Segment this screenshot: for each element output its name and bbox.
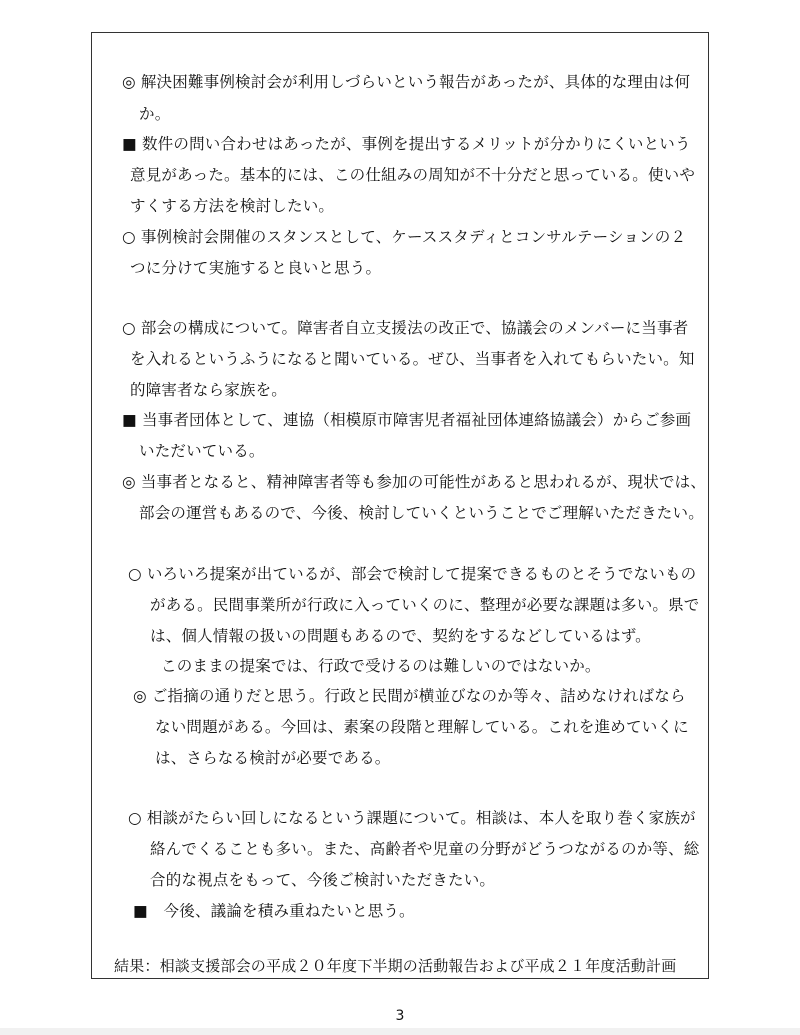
block-5-line-1: 部会の運営もあるので、今後、検討していくということでご理解いただきたい。 [139,504,704,522]
block-3-line-0: ○ 部会の構成について。障害者自立支援法の改正で、協議会のメンバーに当事者 [122,319,689,337]
block-7-line-0: ◎ ご指摘の通りだと思う。行政と民間が横並びなのか等々、詰めなければなら [133,687,686,705]
block-4-line-1: いただいている。 [139,442,265,460]
block-3-line-1: を入れるというふうになると聞いている。ぜひ、当事者を入れてもらいたい。知 [130,350,695,368]
block-6-line-2: は、個人情報の扱いの問題もあるので、契約をするなどしているはず。 [150,627,651,645]
block-8-line-0: ○ 相談がたらい回しになるという課題について。相談は、本人を取り巻く家族が [128,809,696,827]
block-1-line-0: ■ 数件の問い合わせはあったが、事例を提出するメリットが分かりにくいという [122,135,691,153]
page-number: 3 [395,1008,405,1024]
block-3-line-2: 的障害者なら家族を。 [130,381,288,399]
block-8-line-2: 合的な視点をもって、今後ご検討いただきたい。 [150,871,496,889]
block-1-line-2: すくする方法を検討したい。 [130,197,335,215]
block-4-line-0: ■ 当事者団体として、連協（相模原市障害児者福祉団体連絡協議会）からご参画 [122,411,692,429]
block-7-line-1: ない問題がある。今回は、素案の段階と理解している。これを進めていくに [155,718,689,736]
block-0-line-1: か。 [139,105,171,123]
block-6-line-3: このままの提案では、行政で受けるのは難しいのではないか。 [161,657,601,675]
block-1-line-1: 意見があった。基本的には、この仕組みの周知が不十分だと思っている。使いや [130,166,696,184]
result-line: 結果：相談支援部会の平成２０年度下半期の活動報告および平成２１年度活動計画 [114,957,677,975]
block-5-line-0: ◎ 当事者となると、精神障害者等も参加の可能性があると思われるが、現状では、 [122,473,707,491]
footer-divider [0,1028,800,1035]
block-2-line-1: つに分けて実施すると良いと思う。 [130,259,382,277]
block-6-line-0: ○ いろいろ提案が出ているが、部会で検討して提案できるものとそうでないもの [128,565,697,583]
block-8-line-1: 絡んでくることも多い。また、高齢者や児童の分野がどうつながるのか等、総 [150,840,700,858]
block-2-line-0: ○ 事例検討会開催のスタンスとして、ケーススタディとコンサルテーションの２ [122,228,687,246]
block-9-line-0: ■ 今後、議論を積み重ねたいと思う。 [133,902,415,920]
block-6-line-1: がある。民間事業所が行政に入っていくのに、整理が必要な課題は多い。県で [150,596,700,614]
block-0-line-0: ◎ 解決困難事例検討会が利用しづらいという報告があったが、具体的な理由は何 [122,73,691,91]
block-7-line-2: は、さらなる検討が必要である。 [155,749,391,767]
